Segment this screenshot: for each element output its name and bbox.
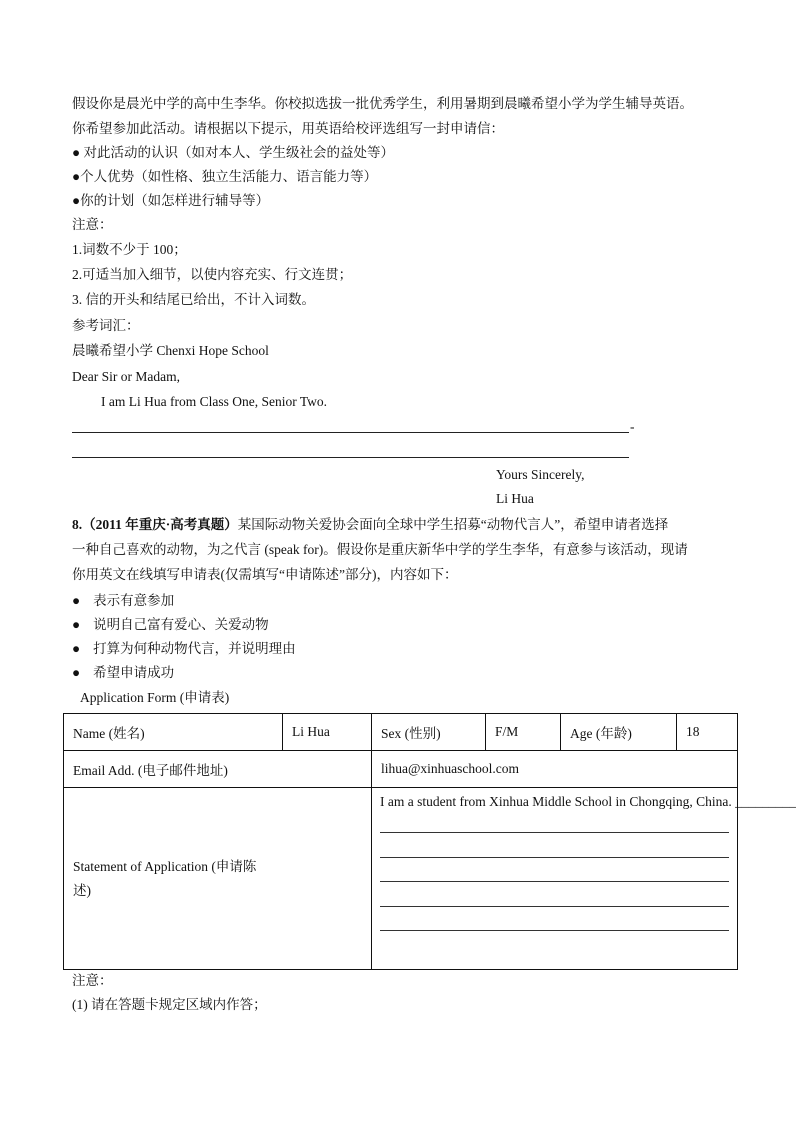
form-row-email	[64, 751, 738, 788]
bullet-icon: ●	[72, 665, 81, 680]
task7-note-1: 1.词数不少于 100；	[72, 242, 187, 257]
bullet-icon: ●	[72, 641, 81, 656]
statement-label: Statement of Application (申请陈 述)	[64, 788, 372, 970]
statement-answer-area[interactable]	[372, 788, 796, 970]
task7-bullet-3: ●你的计划（如怎样进行辅导等）	[72, 193, 270, 208]
task7-bullet-2: ●个人优势（如性格、独立生活能力、语言能力等）	[72, 169, 378, 184]
task7-vocab-item: 晨曦希望小学 Chenxi Hope School	[72, 343, 269, 358]
statement-line	[380, 881, 729, 882]
question-number: 8.	[72, 517, 83, 532]
bullet-icon: ●	[72, 593, 81, 608]
age-label: Age (年龄)	[561, 714, 677, 751]
answer-line-1	[72, 432, 629, 433]
task8-intro-line2: 一种自己喜欢的动物，为之代言 (speak for)。假设你是重庆新华中学的学生李华，有意参与该活动，现请	[72, 542, 688, 557]
age-value: 18	[677, 714, 738, 751]
statement-line	[380, 857, 729, 858]
application-form	[63, 713, 796, 970]
task8-bullet-2: ● 说明自己富有爱心、关爱动物	[72, 617, 269, 632]
task8-note-1: (1) 请在答题卡规定区域内作答；	[72, 997, 267, 1012]
statement-line	[380, 906, 729, 907]
answer-line-2	[72, 457, 629, 458]
task7-bullet-1: ● 对此活动的认识（如对本人、学生级社会的益处等）	[72, 145, 395, 160]
sex-label: Sex (性别)	[372, 714, 486, 751]
task8-bullet-1: ● 表示有意参加	[72, 593, 175, 608]
task7-intro-line2: 你希望参加此活动。请根据以下提示，用英语给校评选组写一封申请信：	[72, 121, 504, 136]
sex-value: F/M	[486, 714, 561, 751]
task8-intro-line3: 你用英文在线填写申请表(仅需填写“申请陈述”部分)，内容如下：	[72, 567, 458, 582]
form-row-statement	[64, 788, 738, 970]
letter-opening: I am Li Hua from Class One, Senior Two.	[101, 394, 328, 409]
task8-notes-title: 注意：	[72, 973, 113, 988]
task7-intro-line1: 假设你是晨光中学的高中生李华。你校拟选拔一批优秀学生，利用暑期到晨曦希望小学为学生辅导英语。	[72, 96, 693, 111]
letter-closing: Yours Sincerely,	[496, 467, 585, 482]
task7-notes-title: 注意：	[72, 217, 113, 232]
form-row-basic-info	[64, 714, 738, 751]
task8-intro-line1	[72, 517, 668, 533]
form-title: Application Form (申请表)	[80, 690, 230, 705]
statement-start-text: I am a student from Xinhua Middle School in Chongqing, China. _________	[380, 794, 796, 809]
statement-line	[380, 930, 729, 931]
name-value: Li Hua	[283, 714, 372, 751]
task8-bullet-3: ● 打算为何种动物代言，并说明理由	[72, 641, 296, 656]
task8-intro-text: 某国际动物关爱协会面向全球中学生招募“动物代言人”，希望申请者选择	[237, 517, 669, 532]
email-label: Email Add. (电子邮件地址)	[64, 751, 372, 788]
task8-bullet-4: ● 希望申请成功	[72, 665, 175, 680]
name-label: Name (姓名)	[64, 714, 283, 751]
letter-salutation: Dear Sir or Madam,	[72, 369, 180, 384]
question-source: （2011 年重庆·高考真题）	[82, 517, 238, 532]
task7-note-3: 3. 信的开头和结尾已给出，不计入词数。	[72, 292, 315, 307]
letter-signature: Li Hua	[496, 491, 534, 506]
task7-note-2: 2.可适当加入细节，以使内容充实、行文连贯；	[72, 267, 353, 282]
dash-mark: -	[630, 419, 635, 434]
task7-vocab-title: 参考词汇：	[72, 318, 140, 333]
statement-line	[380, 832, 729, 833]
bullet-icon: ●	[72, 617, 81, 632]
email-value: lihua@xinhuaschool.com	[372, 751, 738, 788]
